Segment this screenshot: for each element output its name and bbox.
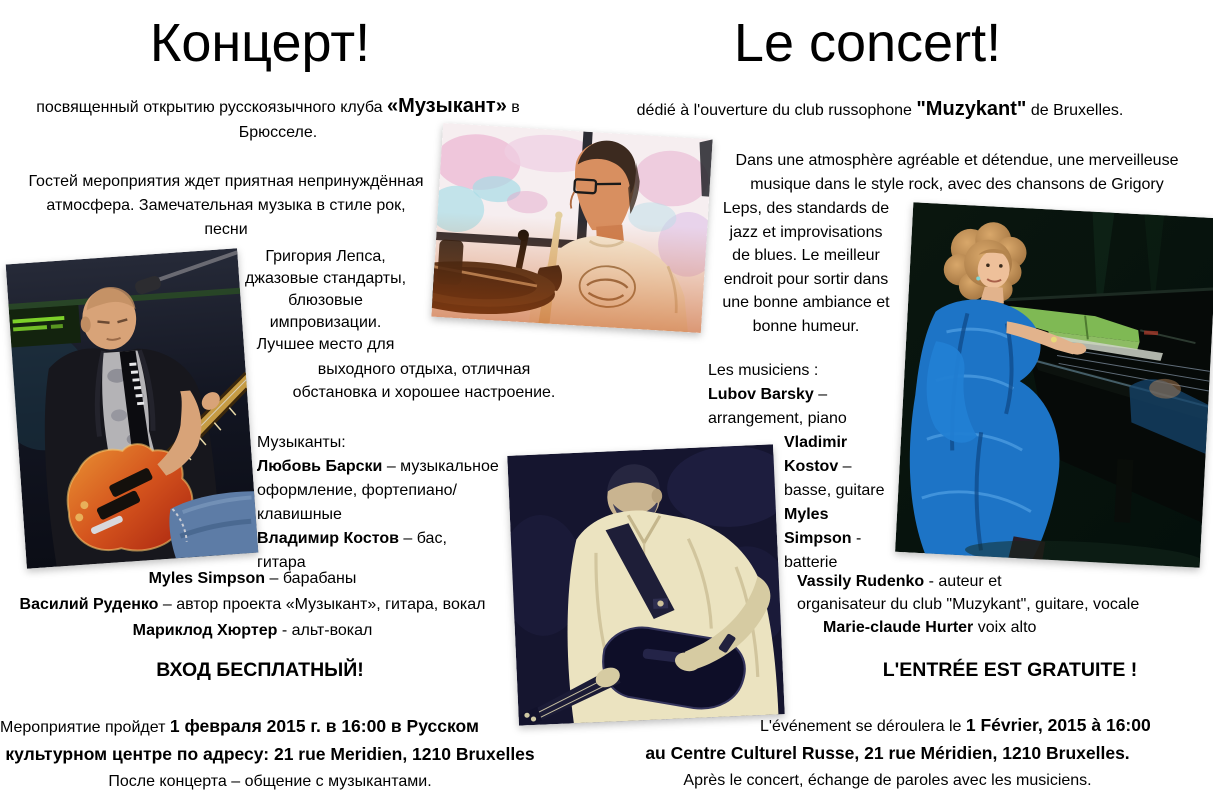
musician-name: Myles Simpson bbox=[148, 570, 266, 587]
musicians-list-russian bbox=[257, 431, 499, 575]
subtitle-russian-line1 bbox=[0, 94, 556, 120]
text-line: импровизации. bbox=[269, 314, 382, 331]
subtitle-text: посвященный открытию русскоязычного клуба bbox=[36, 99, 388, 116]
musician-line: клавишные bbox=[257, 506, 342, 523]
club-name-french: "Muzykant" bbox=[916, 98, 1027, 120]
text-line: Leps, des standards de bbox=[722, 200, 890, 217]
musician-name: Vladimir bbox=[784, 434, 848, 451]
musician-line: arrangement, piano bbox=[708, 410, 847, 427]
event-text: Мероприятие пройдет bbox=[0, 719, 170, 736]
musician-line bbox=[784, 527, 885, 551]
musician-role: voix alto bbox=[973, 619, 1037, 636]
photo-bw-guitarist bbox=[507, 444, 785, 725]
text-line: endroit pour sortir dans bbox=[723, 270, 889, 288]
event-address-line bbox=[645, 740, 1130, 768]
musician-line bbox=[257, 455, 499, 479]
musicians-header-russian: Музыканты: bbox=[257, 434, 346, 451]
musician-role: – bbox=[838, 458, 852, 475]
musician-role: - auteur et bbox=[924, 573, 1002, 590]
text-line: джазовые стандарты, bbox=[244, 270, 407, 287]
subtitle-text: de Bruxelles. bbox=[1026, 102, 1124, 119]
subtitle-french-line bbox=[620, 97, 1140, 123]
musician-role: – автор проекта «Музыкант», гитара, вокал bbox=[158, 596, 486, 613]
club-name-russian: «Музыкант» bbox=[387, 95, 507, 117]
event-address: культурном центре по адресу: 21 rue Meridien, 1210 Bruxelles bbox=[5, 744, 535, 764]
text-line: Лучшее место для bbox=[256, 336, 395, 353]
title-russian: Концерт! bbox=[149, 13, 371, 73]
musician-role: – барабаны bbox=[265, 570, 357, 587]
event-note-line: Après le concert, échange de paroles avec les musiciens. bbox=[683, 772, 1092, 789]
musician-name: Vassily Rudenko bbox=[797, 573, 925, 590]
musician-line: batterie bbox=[784, 554, 838, 571]
musician-name: Simpson bbox=[784, 530, 852, 547]
musician-line bbox=[0, 618, 505, 644]
event-address-line bbox=[0, 741, 540, 769]
musician-line: оформление, фортепиано/ bbox=[257, 482, 457, 499]
musicians-header-french: Les musiciens : bbox=[708, 362, 819, 379]
subtitle-russian-line2: Брюсселе. bbox=[238, 124, 318, 141]
text-line: une bonne ambiance et bbox=[722, 294, 890, 311]
musician-line: гитара bbox=[257, 554, 306, 571]
description-french bbox=[700, 197, 912, 338]
event-details-french bbox=[645, 712, 1151, 794]
text-line: jazz et improvisations bbox=[729, 223, 883, 241]
musician-role: – бас, bbox=[398, 530, 447, 547]
text-line: bonne humeur. bbox=[752, 317, 860, 335]
drummer-photo-illustration bbox=[431, 123, 712, 333]
text-line: Григория Лепса, bbox=[265, 248, 386, 265]
musician-role: - альт-вокал bbox=[277, 622, 373, 639]
text-line: de blues. Le meilleur bbox=[732, 247, 880, 264]
text-line: Dans une atmosphère agréable et détendue, une merveilleuse bbox=[735, 152, 1179, 169]
subtitle-french bbox=[620, 97, 1140, 123]
musician-name: Мариклод Хюртер bbox=[132, 622, 278, 639]
description-russian-b bbox=[278, 358, 570, 404]
musician-name: Владимир Костов bbox=[257, 530, 399, 547]
event-note-line: После концерта – общение с музыкантами. bbox=[108, 773, 432, 790]
text-line: атмосфера. Замечательная музыка в стиле рок, bbox=[46, 197, 406, 214]
pianist-photo-illustration bbox=[895, 202, 1213, 567]
musician-role: – музыкальное bbox=[382, 458, 499, 475]
musician-line bbox=[784, 431, 885, 455]
musician-name: Marie-claude Hurter bbox=[823, 619, 974, 636]
musician-line: basse, guitare bbox=[784, 482, 885, 499]
text-line: musique dans le style rock, avec des chansons de Grigory bbox=[750, 175, 1164, 193]
musicians-list-french-3 bbox=[797, 570, 1139, 639]
musician-role: – bbox=[813, 386, 828, 403]
text-line: обстановка и хорошее настроение. bbox=[292, 384, 556, 401]
musician-name: Василий Руденко bbox=[19, 596, 159, 613]
musician-line bbox=[0, 566, 505, 592]
musician-line bbox=[784, 455, 885, 479]
text-line: выходного отдыха, отличная bbox=[317, 361, 531, 378]
musicians-list-french-2 bbox=[784, 431, 885, 575]
free-entry-french: L'ENTRÉE EST GRATUITE ! bbox=[882, 659, 1138, 681]
musician-line bbox=[708, 383, 847, 407]
musician-name: Lubov Barsky bbox=[708, 386, 814, 403]
text-line: блюзовые bbox=[288, 292, 363, 309]
warm-stage-light bbox=[431, 211, 707, 333]
photo-drummer bbox=[431, 123, 712, 333]
musician-line: organisateur du club "Muzykant", guitare, vocale bbox=[797, 596, 1140, 613]
photo-pianist bbox=[895, 202, 1213, 567]
description-russian-a bbox=[183, 246, 468, 356]
musician-line bbox=[797, 570, 1139, 593]
text-line: Гостей мероприятия ждет приятная непринуждённая bbox=[28, 173, 424, 190]
musician-name: Любовь Барски bbox=[257, 458, 383, 475]
bw-guitarist-photo-illustration bbox=[507, 444, 785, 725]
event-address: au Centre Culturel Russe, 21 rue Méridien, 1210 Bruxelles. bbox=[645, 743, 1130, 763]
event-details-russian bbox=[0, 713, 540, 795]
title-french: Le concert! bbox=[733, 13, 1002, 73]
musician-line bbox=[784, 503, 885, 527]
free-entry-russian: ВХОД БЕСПЛАТНЫЙ! bbox=[156, 659, 364, 681]
musician-line bbox=[797, 616, 1139, 639]
musician-line bbox=[0, 592, 505, 618]
event-date: 1 Février, 2015 à 16:00 bbox=[965, 715, 1151, 735]
event-date-line bbox=[0, 713, 540, 741]
event-text: L'événement se déroulera le bbox=[760, 718, 966, 735]
text-line: песни bbox=[204, 221, 248, 238]
event-date: 1 февраля 2015 г. в 16:00 в Русском bbox=[169, 716, 479, 736]
event-date-line bbox=[645, 712, 1151, 740]
musician-line bbox=[257, 527, 499, 551]
musician-name: Myles bbox=[784, 506, 829, 523]
musician-role: - bbox=[851, 530, 862, 547]
musician-name: Kostov bbox=[784, 458, 839, 475]
musicians-list-russian-2 bbox=[0, 566, 505, 644]
subtitle-text: в bbox=[506, 99, 520, 116]
subtitle-text: dédié à l'ouverture du club russophone bbox=[636, 102, 917, 119]
intro-russian bbox=[0, 170, 452, 242]
musicians-list-french bbox=[708, 359, 847, 431]
subtitle-russian bbox=[0, 94, 556, 145]
intro-french bbox=[712, 149, 1202, 196]
